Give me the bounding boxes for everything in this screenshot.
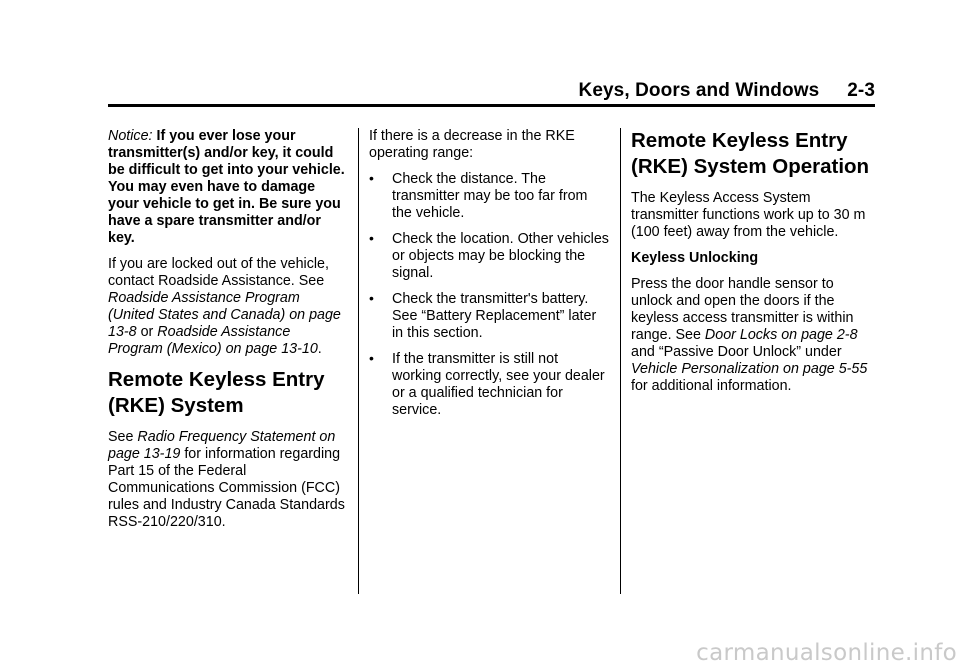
list-item-text: If the transmitter is still not working correctly, see your dealer or a qualified technician for service.	[392, 351, 605, 418]
column-left	[108, 128, 348, 540]
page-number: 2-3	[847, 80, 875, 101]
rke-operation-heading: Remote Keyless Entry (RKE) System Operation	[631, 129, 870, 178]
unlocking-text: Press the door handle sensor to unlock and open the doors if the keyless access transmitter is within range. See	[631, 276, 854, 343]
range-paragraph: The Keyless Access System transmitter functions work up to 30 m (100 feet) away from the vehicle.	[631, 190, 866, 240]
door-locks-link[interactable]: Door Locks on page 2-8	[704, 327, 858, 343]
lockout-paragraph	[108, 256, 348, 358]
bullet-icon: •	[369, 230, 374, 246]
roadside-us-link[interactable]: Roadside Assistance Program (United States and Canada) on page 13-8	[108, 290, 341, 340]
fcc-text: for information regarding Part 15 of the Federal Communications Commission (FCC) rules and Industry Canada Standards RSS-210/220/310.	[108, 446, 345, 530]
troubleshoot-list	[369, 171, 609, 419]
bullet-icon: •	[369, 290, 374, 306]
section-title: Keys, Doors and Windows	[578, 80, 820, 101]
notice-text: If you ever lose your transmitter(s) and/or key, it could be difficult to get into your vehicle. You may even have to damage your vehicle to get in. Be sure you have a spare transmitter and/or key.	[108, 128, 345, 246]
notice-paragraph	[108, 128, 348, 247]
list-item	[369, 351, 609, 419]
unlocking-mid: and “Passive Door Unlock” under	[631, 344, 842, 360]
page-header	[108, 78, 875, 107]
list-item	[369, 231, 609, 282]
bullet-icon: •	[369, 350, 374, 366]
column-right	[631, 128, 871, 404]
header-title	[579, 80, 875, 102]
column-divider-right	[620, 128, 621, 594]
list-item	[369, 171, 609, 222]
column-middle	[369, 128, 609, 428]
keyless-unlocking-heading: Keyless Unlocking	[631, 250, 759, 266]
list-item-text: Check the location. Other vehicles or objects may be blocking the signal.	[392, 231, 609, 281]
fcc-paragraph	[108, 429, 348, 531]
vehicle-personalization-link[interactable]: Vehicle Personalization on page 5-55	[631, 361, 868, 377]
radio-frequency-link[interactable]: Radio Frequency Statement on page 13-19	[108, 429, 336, 462]
fcc-see: See	[108, 429, 138, 445]
watermark: carmanualsonline.info	[696, 640, 957, 666]
list-item-text: Check the distance. The transmitter may be too far from the vehicle.	[392, 171, 588, 221]
roadside-mexico-link[interactable]: Roadside Assistance Program (Mexico) on page 13-10	[108, 324, 318, 357]
column-divider-left	[358, 128, 359, 594]
lockout-text: If you are locked out of the vehicle, contact Roadside Assistance. See	[108, 256, 329, 289]
lockout-end: .	[317, 341, 322, 357]
range-intro: If there is a decrease in the RKE operating range:	[369, 128, 575, 161]
lockout-or: or	[136, 324, 158, 340]
bullet-icon: •	[369, 170, 374, 186]
rke-system-heading: Remote Keyless Entry (RKE) System	[108, 368, 325, 417]
list-item	[369, 291, 609, 342]
list-item-text: Check the transmitter's battery. See “Battery Replacement” later in this section.	[392, 291, 597, 341]
unlocking-end: for additional information.	[631, 378, 792, 394]
notice-label: Notice:	[108, 128, 153, 144]
unlocking-paragraph	[631, 276, 871, 395]
